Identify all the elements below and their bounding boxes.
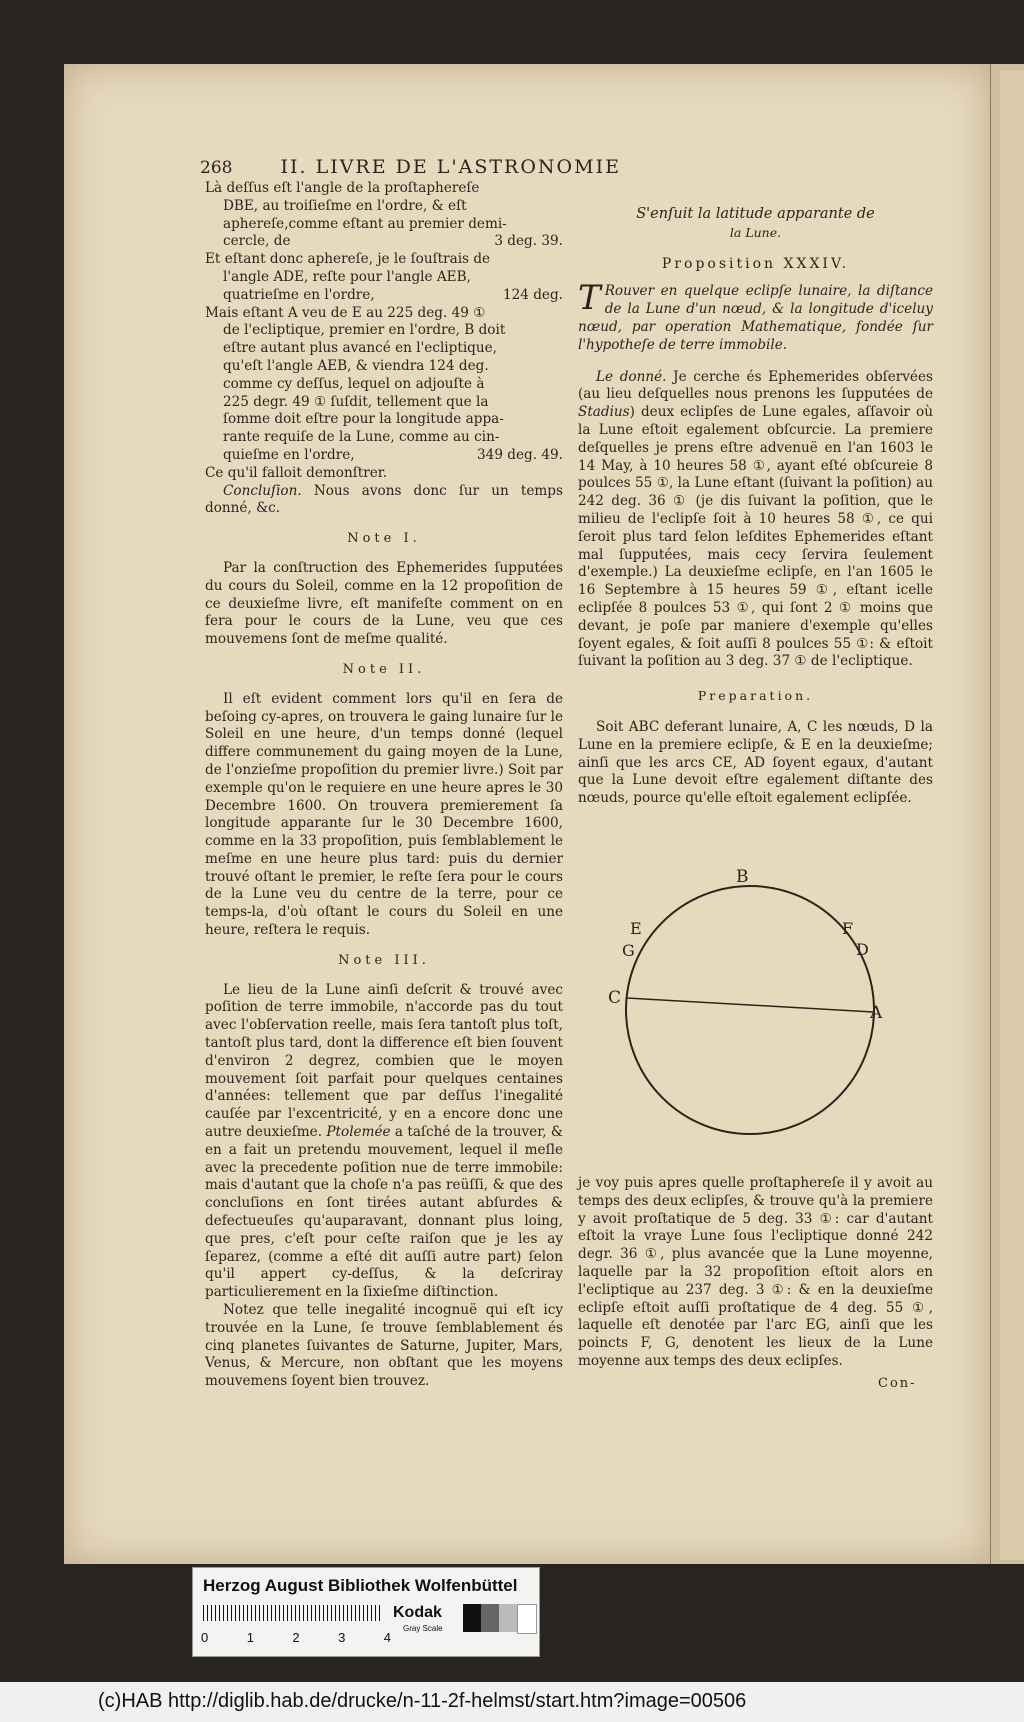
note3-part-b: a taſché de la trouver, & en a fait un pretendu mouvement, lequel il meſle avec la precedente poſition nue de terre immobile: mais d'autant que la choſe n'a pas reüſſi, & que des concluſions en ſont tirées autant abſurdes & defectueuſes qu'auparavant, donnant plus loing, que pres, c'eſt pour ceſte raiſon que je les ay ſeparez, (comme a eſté dit auſſi autre part) ſelon qu'il appert cy-deſſus, & la deſcriray particulierement en la ſixieſme diſtinction. [205, 1124, 563, 1301]
calc-line-text: cercle, de [223, 233, 291, 250]
calculation-lines [205, 180, 563, 483]
label-C: C [608, 988, 622, 1008]
calc-line-text: aphereſe,comme eſtant au premier demi- [223, 215, 507, 232]
given-label: Le donné. [596, 368, 667, 385]
note2-text: Il eſt evident comment lors qu'il en ſera de beſoing cy-apres, on trouvera le gaing lunaire ſur le Soleil en une heure, d'un temps donné (lequel differe communement du gaing moyen de la Lune, de l'onzieſme propoſition du premier livre.) Soit par exemple qu'on le requiere en une heure apres le 30 Decembre 1600. On trouvera premierement ſa longitude apparante ſur le 30 Decembre 1600, comme en la 33 propoſition, puis ſemblablement le meſme en une heure plus tard: puis du dernier trouvé oſtant le premier, le reſte ſera pour le cours de la Lune veu du centre de la terre, pour ce temps-la, d'où oſtant le cours du Soleil en une heure, reſtera le requis. [205, 690, 563, 939]
calc-line-text: de l'ecliptique, premier en l'ordre, B doit [223, 322, 506, 339]
calc-line [205, 251, 563, 269]
page-number: 268 [200, 158, 233, 178]
gray-scale-label: Gray Scale [403, 1624, 443, 1633]
label-B: B [736, 867, 749, 887]
section-title-1: S'enſuit la latitude apparante de [636, 206, 875, 222]
calc-line [205, 358, 563, 376]
ruler-number: 2 [292, 1630, 300, 1645]
ruler-number: 0 [201, 1630, 209, 1645]
calc-line-text: Là deſſus eſt l'angle de la proſtaphereſe [205, 180, 480, 196]
left-column [205, 180, 563, 1391]
calc-line [205, 376, 563, 394]
calc-line [205, 287, 563, 305]
footer-url[interactable]: (c)HAB http://diglib.hab.de/drucke/n-11-2f-helmst/start.htm?image=00506 [98, 1690, 747, 1712]
calc-line [205, 305, 563, 323]
swatch-light [499, 1604, 517, 1632]
proposition-text [578, 278, 933, 354]
note3-name: Ptolemée [326, 1124, 391, 1141]
running-title: II. LIVRE DE L'ASTRONOMIE [280, 156, 621, 178]
calc-line [205, 180, 563, 198]
note1-text: Par la conſtruction des Ephemerides ſupputées du cours du Soleil, comme en la 12 propoſition de ce deuxieſme livre, eſt manifeſte comment on en fera pour le cours de la Lune, veu que ces mouvemens ſont de meſme qualité. [205, 559, 563, 648]
conclusion [205, 483, 563, 519]
calc-line-text: Ce qu'il falloit demonſtrer. [205, 464, 388, 481]
calc-line-text: DBE, au troiſieſme en l'ordre, & eſt [223, 197, 467, 214]
label-G: G [622, 941, 635, 960]
label-A: A [870, 1003, 883, 1023]
calc-line [205, 447, 563, 465]
circle-diagram [600, 860, 920, 1150]
calc-line-text: Mais eſtant A veu de E au 225 deg. 49 ① [205, 304, 486, 321]
conclusion-text: Nous avons donc ſur un temps donné, &c. [205, 482, 563, 517]
calc-line [205, 233, 563, 251]
calc-line [205, 394, 563, 412]
note1-title: Note I. [347, 531, 421, 547]
ruler-number: 1 [246, 1630, 254, 1645]
swatch-black [463, 1604, 481, 1632]
note3-text [205, 982, 563, 1302]
catchword: Con- [878, 1376, 917, 1391]
node-line [627, 998, 873, 1012]
calc-line [205, 198, 563, 216]
section-title-2: la Lune. [729, 224, 782, 240]
calc-line [205, 340, 563, 358]
calc-line [205, 216, 563, 234]
drop-cap: T [578, 278, 601, 319]
calc-line-text: eſtre autant plus avancé en l'ecliptique, [223, 340, 497, 357]
footer-bar [0, 1682, 1024, 1722]
calc-line-text: 225 degr. 49 ① ſuſdit, tellement que la [223, 393, 489, 410]
preparation-title: Preparation. [697, 688, 814, 704]
calc-line-value: 3 deg. 39. [494, 233, 563, 250]
calc-line [205, 429, 563, 447]
calc-line-text: rante requiſe de la Lune, comme au cin- [223, 429, 500, 446]
calc-line-text: quatrieſme en l'ordre, [223, 286, 375, 303]
calc-line-text: l'angle ADE, reſte pour l'angle AEB, [223, 268, 471, 285]
label-F: F [842, 919, 854, 938]
calc-line [205, 269, 563, 287]
given-text [578, 369, 933, 672]
calc-line [205, 465, 563, 483]
given-name: Stadius [578, 404, 630, 421]
calc-line-text: Et eſtant donc aphereſe, je le ſouſtrais de [205, 251, 491, 268]
ruler-number: 4 [383, 1630, 391, 1645]
proposition-title: Proposition XXXIV. [661, 255, 850, 272]
label-E: E [630, 919, 642, 938]
note3-part-a: Le lieu de la Lune ainſi deſcrit & trouvé avec poſition de terre immobile, n'accorde pas du tout avec l'obſervation reelle, mais ſera tantoſt plus toſt, tantoſt plus tard, dont la difference eſt bien ſouvent d'environ 2 degrez, combien que le moyen mouvement ſoit parfait pour quelques centaines d'années: tellement que par deſſus l'inegalité cauſée par l'excentricité, y en a encore donc une autre deuxieſme. [205, 981, 563, 1141]
color-target [192, 1567, 540, 1657]
page-edge-inner [1000, 70, 1024, 1560]
note3-text-c: Notez que telle inegalité incognuë qui eſt icy trouvée en la Lune, ſe trouve ſemblablement és cinq planetes ſuivantes de Saturne, Jupiter, Mars, Venus, & Mercure, non obſtant que les moyens mouvemens ſoyent bien trouvez. [205, 1302, 563, 1390]
calc-line-value: 124 deg. [502, 286, 563, 303]
calc-line-text: quieſme en l'ordre, [223, 446, 355, 463]
note2-title: Note II. [342, 661, 426, 677]
calc-line-text: ſomme doit eſtre pour la longitude appa- [223, 411, 504, 428]
ruler-numbers [201, 1630, 391, 1645]
running-head [200, 156, 760, 178]
given-part-b: ) deux eclipſes de Lune egales, aſſavoir où la Lune eſtoit egalement obſcurcie. La premiere deſquelles je prens eſtre advenuë en l'an 1603 le 14 May, à 10 heures 58 ①, ayant eſté obſcureie 8 poulces 55 ①, la Lune eſtant (ſuivant la poſition) au 242 deg. 36 ① (je dis ſuivant la poſition, que le milieu de l'eclipſe ſoit à 10 heures 58 ①, ce qui ſeroit plus tard ſelon leſdites Ephemerides eſtant mal ſupputées, mais cecy ſervira ſeulement d'exemple.) La deuxieſme eclipſe, en l'an 1605 le 16 Septembre à 15 heures 59 ①, eſtant icelle eclipſée 8 poulces 53 ①, qui ſont 2 ① moins que devant, je poſe par maniere d'exemple qu'elles ſoyent egales, & ſoit auſſi 8 poulces 55 ①: & eſtoit ſuivant la poſition au 3 deg. 37 ① de l'ecliptique. [578, 404, 933, 670]
calc-line-text: comme cy deſſus, lequel on adjouſte à [223, 375, 485, 392]
library-name: Herzog August Bibliothek Wolfenbüttel [203, 1576, 518, 1595]
swatch-white [517, 1604, 537, 1634]
ruler-scale [203, 1605, 383, 1621]
given-part-a: Je cerche és Ephemerides obſervées (au lieu deſquelles nous prenons les ſupputées de [578, 368, 933, 403]
preparation-text: Soit ABC deferant lunaire, A, C les nœuds, D la Lune en la premiere eclipſe, & E en la deuxieſme; ainſi que les arcs CE, AD ſoyent egaux, d'autant que la Lune devoit eſtre egalement diſtante des nœuds, pource qu'elle eſtoit egalement eclipſée. [578, 718, 933, 807]
swatch-gray [481, 1604, 499, 1632]
calc-line [205, 411, 563, 429]
right-column [578, 206, 933, 808]
note3-title: Note III. [338, 952, 430, 968]
conclusion-label: Concluſion. [223, 482, 302, 499]
calc-line-text: qu'eſt l'angle AEB, & viendra 124 deg. [223, 357, 489, 374]
calc-line-value: 349 deg. 49. [477, 446, 563, 463]
calc-line [205, 322, 563, 340]
ruler-number: 3 [338, 1630, 346, 1645]
after-diagram-text: je voy puis apres quelle proſtaphereſe il y avoit au temps des deux eclipſes, & trouve qu'à la premiere y avoit proſtatique de 5 deg. 33 ①: car d'autant eſtoit la vraye Lune ſous l'ecliptique donné 242 degr. 36 ①, plus avancée que la Lune moyenne, laquelle par la 32 propoſition eſtoit alors en l'ecliptique au 237 deg. 3 ①: & en la deuxieſme eclipſe eſtoit auſſi proſtatique de 4 deg. 55 ①, laquelle eſt denotée par l'arc EG, ainſi que les poincts F, G, denotent les lieux de la Lune moyenne aux temps des deux eclipſes. [578, 1175, 933, 1369]
after-diagram [578, 1175, 933, 1371]
label-D: D [856, 940, 869, 959]
kodak-logo: Kodak [393, 1604, 442, 1621]
proposition-body: Rouver en quelque eclipſe lunaire, la diſtance de la Lune d'un nœud, & la longitude d'iceluy nœud, par operation Mathematique, fondée ſur l'hypotheſe de terre immobile. [578, 283, 933, 353]
